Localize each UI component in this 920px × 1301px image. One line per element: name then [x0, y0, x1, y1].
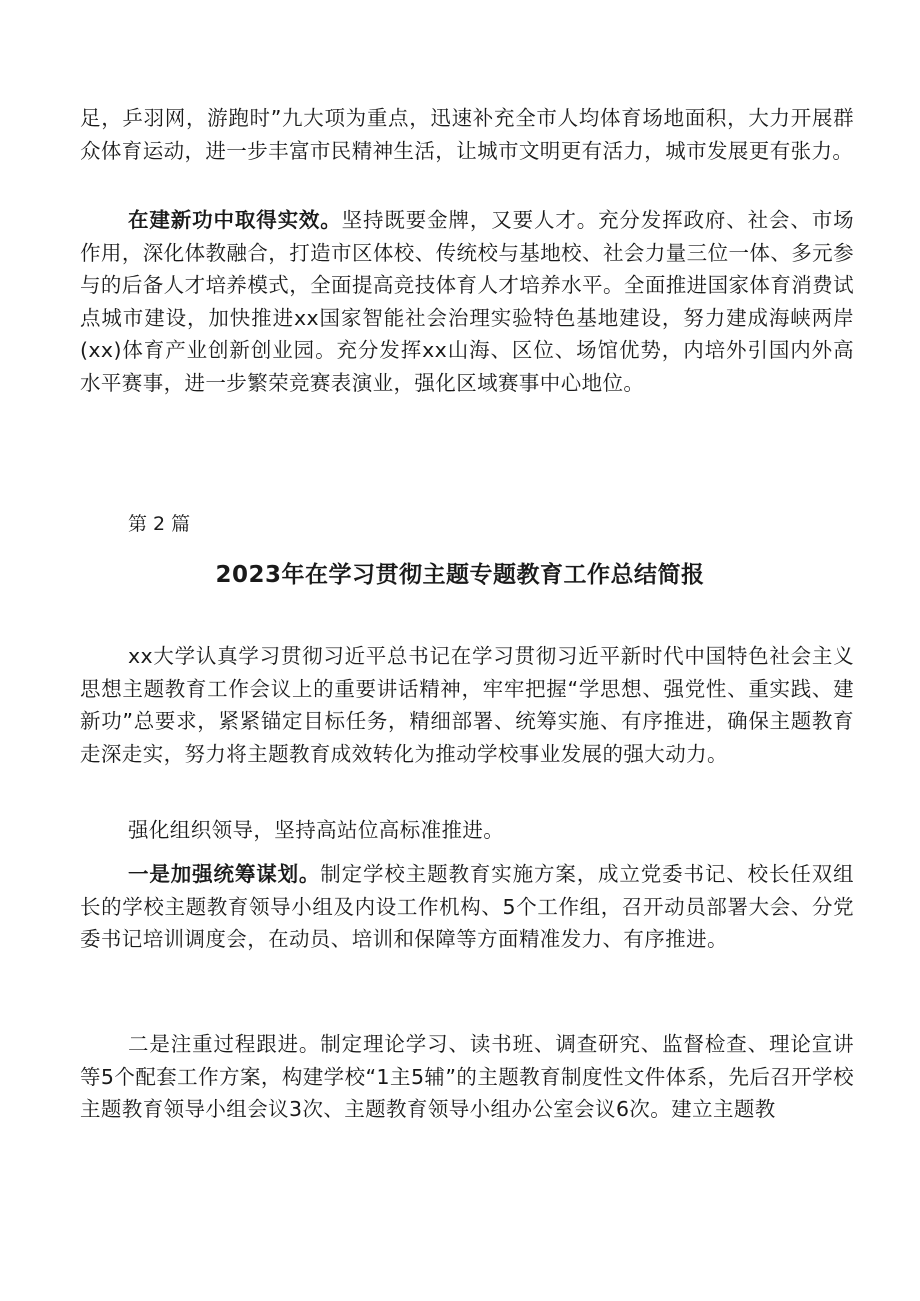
paragraph-intro: xx大学认真学习贯彻习近平总书记在学习贯彻习近平新时代中国特色社会主义思想主题教育工作会议上的重要讲话精神，牢牢把握“学思想、强党性、重实践、建新功”总要求，紧紧锚定目标任务，精细部署、统筹实施、有序推进，确保主题教育走深走实，努力将主题教育成效转化为推动学校事业发展的强大动力。 [80, 644, 854, 766]
paragraph-point-1 [80, 858, 854, 956]
paragraph-body: 坚持既要金牌，又要人才。充分发挥政府、社会、市场作用，深化体教融合，打造市区体校、传统校与基地校、社会力量三位一体、多元参与的后备人才培养模式，全面提高竞技体育人才培养水平。全面推进国家体育消费试点城市建设，加快推进xx国家智能社会治理实验特色基地建设，努力建成海峡两岸(xx)体育产业创新创业园。充分发挥xx山海、区位、场馆优势，内培外引国内外高水平赛事，进一步繁荣竞赛表演业，强化区域赛事中心地位。 [80, 208, 854, 395]
point-1-body: 制定学校主题教育实施方案，成立党委书记、校长任双组长的学校主题教育领导小组及内设工作机构、5个工作组，召开动员部署大会、分党委书记培训调度会，在动员、培训和保障等方面精准发力、有序推进。 [80, 862, 854, 951]
point-1-lead: 一是加强统筹谋划。 [128, 862, 321, 886]
paragraph-continuation: 足，乒羽网，游跑时”九大项为重点，迅速补充全市人均体育场地面积，大力开展群众体育运动，进一步丰富市民精神生活，让城市文明更有活力，城市发展更有张力。 [80, 106, 854, 163]
document-title: 2023年在学习贯彻主题专题教育工作总结简报 [215, 562, 705, 588]
section-label: 第 2 篇 [128, 513, 191, 535]
paragraph-lead-heading: 在建新功中取得实效。 [128, 208, 342, 232]
paragraph-achievements [80, 204, 854, 399]
paragraph-point-2: 二是注重过程跟进。制定理论学习、读书班、调查研究、监督检查、理论宣讲等5个配套工作方案，构建学校“1主5辅”的主题教育制度性文件体系，先后召开学校主题教育领导小组会议3次、主题教育领导小组办公室会议6次。建立主题教 [80, 1032, 854, 1121]
paragraph-heading-organization: 强化组织领导，坚持高站位高标准推进。 [128, 818, 505, 842]
